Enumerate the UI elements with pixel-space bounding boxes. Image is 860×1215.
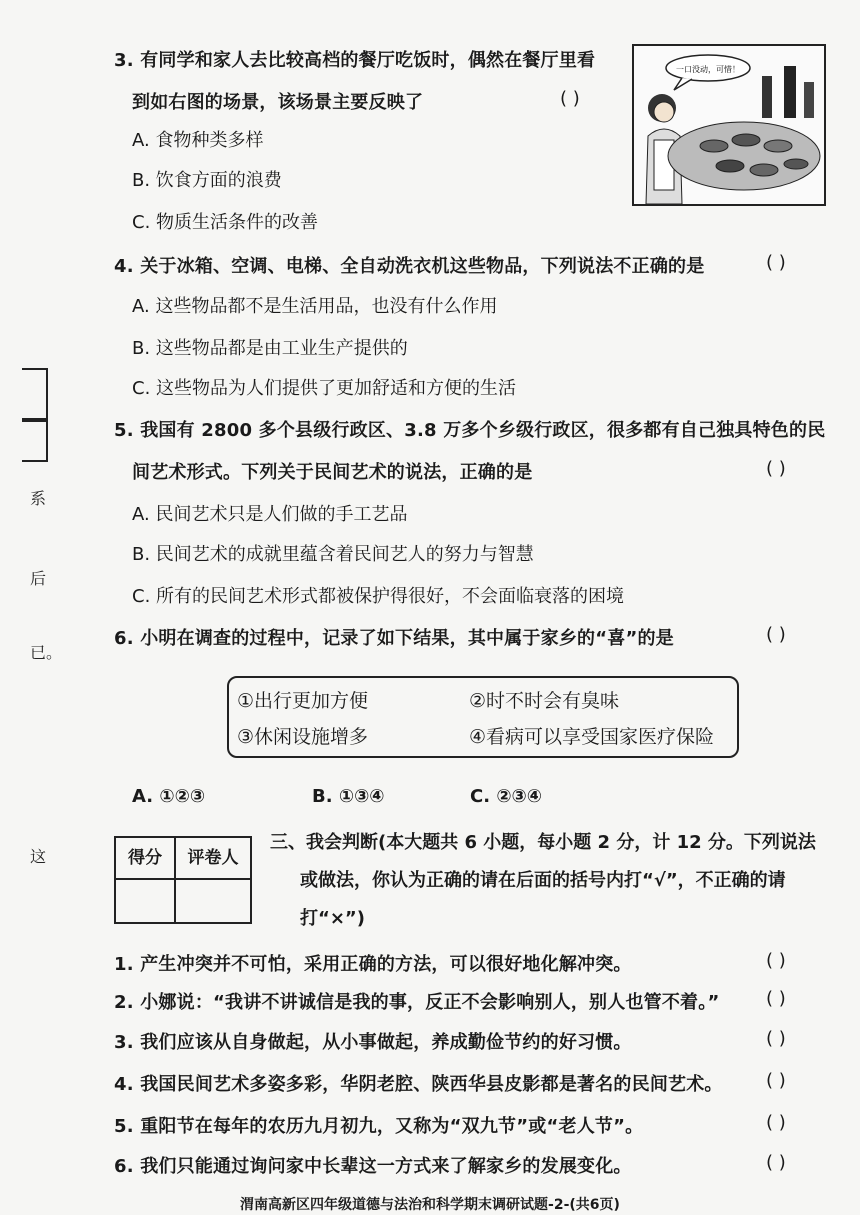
q4-option-b: B. 这些物品都是由工业生产提供的 xyxy=(132,338,408,359)
page-footer: 渭南高新区四年级道德与法治和科学期末调研试题-2-(共6页) xyxy=(240,1197,620,1213)
q6-box-item-3: ③休闲设施增多 xyxy=(237,726,369,748)
q4-answer-paren[interactable]: ( ) xyxy=(766,252,786,273)
score-table-row-divider xyxy=(116,878,250,880)
q6-box-item-4: ④看病可以享受国家医疗保险 xyxy=(469,726,715,748)
q5-stem-line2: 间艺术形式。下列关于民间艺术的说法，正确的是 xyxy=(132,462,533,483)
restaurant-cartoon-image xyxy=(632,44,826,206)
q6-option-b: B. ①③④ xyxy=(312,786,385,807)
grader-header: 评卷人 xyxy=(187,848,239,868)
q6-option-a: A. ①②③ xyxy=(132,786,206,807)
q5-stem-line1: 5. 我国有 2800 多个县级行政区、3.8 万多个乡级行政区，很多都有自己独具特色的民 xyxy=(114,420,826,441)
q6-stem: 6. 小明在调查的过程中，记录了如下结果，其中属于家乡的“喜”的是 xyxy=(114,628,674,649)
judge-paren-2[interactable]: ( ) xyxy=(766,988,786,1009)
q6-info-box xyxy=(227,676,739,758)
section3-heading-line1: 三、我会判断(本大题共 6 小题，每小题 2 分，计 12 分。下列说法 xyxy=(270,832,816,853)
score-header: 得分 xyxy=(128,848,162,868)
judge-item-5: 5. 重阳节在每年的农历九月初九，又称为“双九节”或“老人节”。 xyxy=(114,1116,644,1137)
binding-bracket-top xyxy=(22,368,48,422)
margin-char-4: 这 xyxy=(30,847,47,866)
judge-item-3: 3. 我们应该从自身做起，从小事做起，养成勤俭节约的好习惯。 xyxy=(114,1032,632,1053)
judge-item-6: 6. 我们只能通过询问家中长辈这一方式来了解家乡的发展变化。 xyxy=(114,1156,632,1177)
q5-option-c: C. 所有的民间艺术形式都被保护得很好，不会面临衰落的困境 xyxy=(132,586,625,607)
margin-char-3: 已。 xyxy=(30,643,63,662)
binding-bracket-bottom xyxy=(22,418,48,462)
q3-answer-paren[interactable]: ( ) xyxy=(560,88,580,109)
judge-paren-4[interactable]: ( ) xyxy=(766,1070,786,1091)
section3-heading-line2: 或做法，你认为正确的请在后面的括号内打“√”，不正确的请 xyxy=(300,870,786,891)
q3-option-b: B. 饮食方面的浪费 xyxy=(132,170,282,191)
q5-option-a: A. 民间艺术只是人们做的手工艺品 xyxy=(132,504,408,525)
q5-answer-paren[interactable]: ( ) xyxy=(766,458,786,479)
judge-item-1: 1. 产生冲突并不可怕，采用正确的方法，可以很好地化解冲突。 xyxy=(114,954,632,975)
q3-option-a: A. 食物种类多样 xyxy=(132,130,264,151)
q6-option-c: C. ②③④ xyxy=(470,786,543,807)
score-table-divider xyxy=(174,838,176,922)
judge-paren-3[interactable]: ( ) xyxy=(766,1028,786,1049)
q4-stem: 4. 关于冰箱、空调、电梯、全自动洗衣机这些物品，下列说法不正确的是 xyxy=(114,256,705,277)
cartoon-bubble-text: 一口没动，可惜！ xyxy=(676,65,740,74)
q6-box-item-1: ①出行更加方便 xyxy=(237,690,369,712)
q6-answer-paren[interactable]: ( ) xyxy=(766,624,786,645)
q5-option-b: B. 民间艺术的成就里蕴含着民间艺人的努力与智慧 xyxy=(132,544,534,565)
judge-item-2: 2. 小娜说：“我讲不讲诚信是我的事，反正不会影响别人，别人也管不着。” xyxy=(114,992,720,1013)
judge-paren-5[interactable]: ( ) xyxy=(766,1112,786,1133)
margin-char-1: 系 xyxy=(30,489,47,508)
q3-stem-line2: 到如右图的场景，该场景主要反映了 xyxy=(132,92,424,113)
q4-option-c: C. 这些物品为人们提供了更加舒适和方便的生活 xyxy=(132,378,517,399)
q3-stem-line1: 3. 有同学和家人去比较高档的餐厅吃饭时，偶然在餐厅里看 xyxy=(114,50,596,71)
score-table xyxy=(114,836,252,924)
judge-paren-1[interactable]: ( ) xyxy=(766,950,786,971)
section3-heading-line3: 打“×”) xyxy=(300,908,365,929)
judge-item-4: 4. 我国民间艺术多姿多彩，华阴老腔、陕西华县皮影都是著名的民间艺术。 xyxy=(114,1074,723,1095)
judge-paren-6[interactable]: ( ) xyxy=(766,1152,786,1173)
q4-option-a: A. 这些物品都不是生活用品，也没有什么作用 xyxy=(132,296,498,317)
q6-box-item-2: ②时不时会有臭味 xyxy=(469,690,620,712)
margin-char-2: 后 xyxy=(30,569,47,588)
q3-option-c: C. 物质生活条件的改善 xyxy=(132,212,319,233)
